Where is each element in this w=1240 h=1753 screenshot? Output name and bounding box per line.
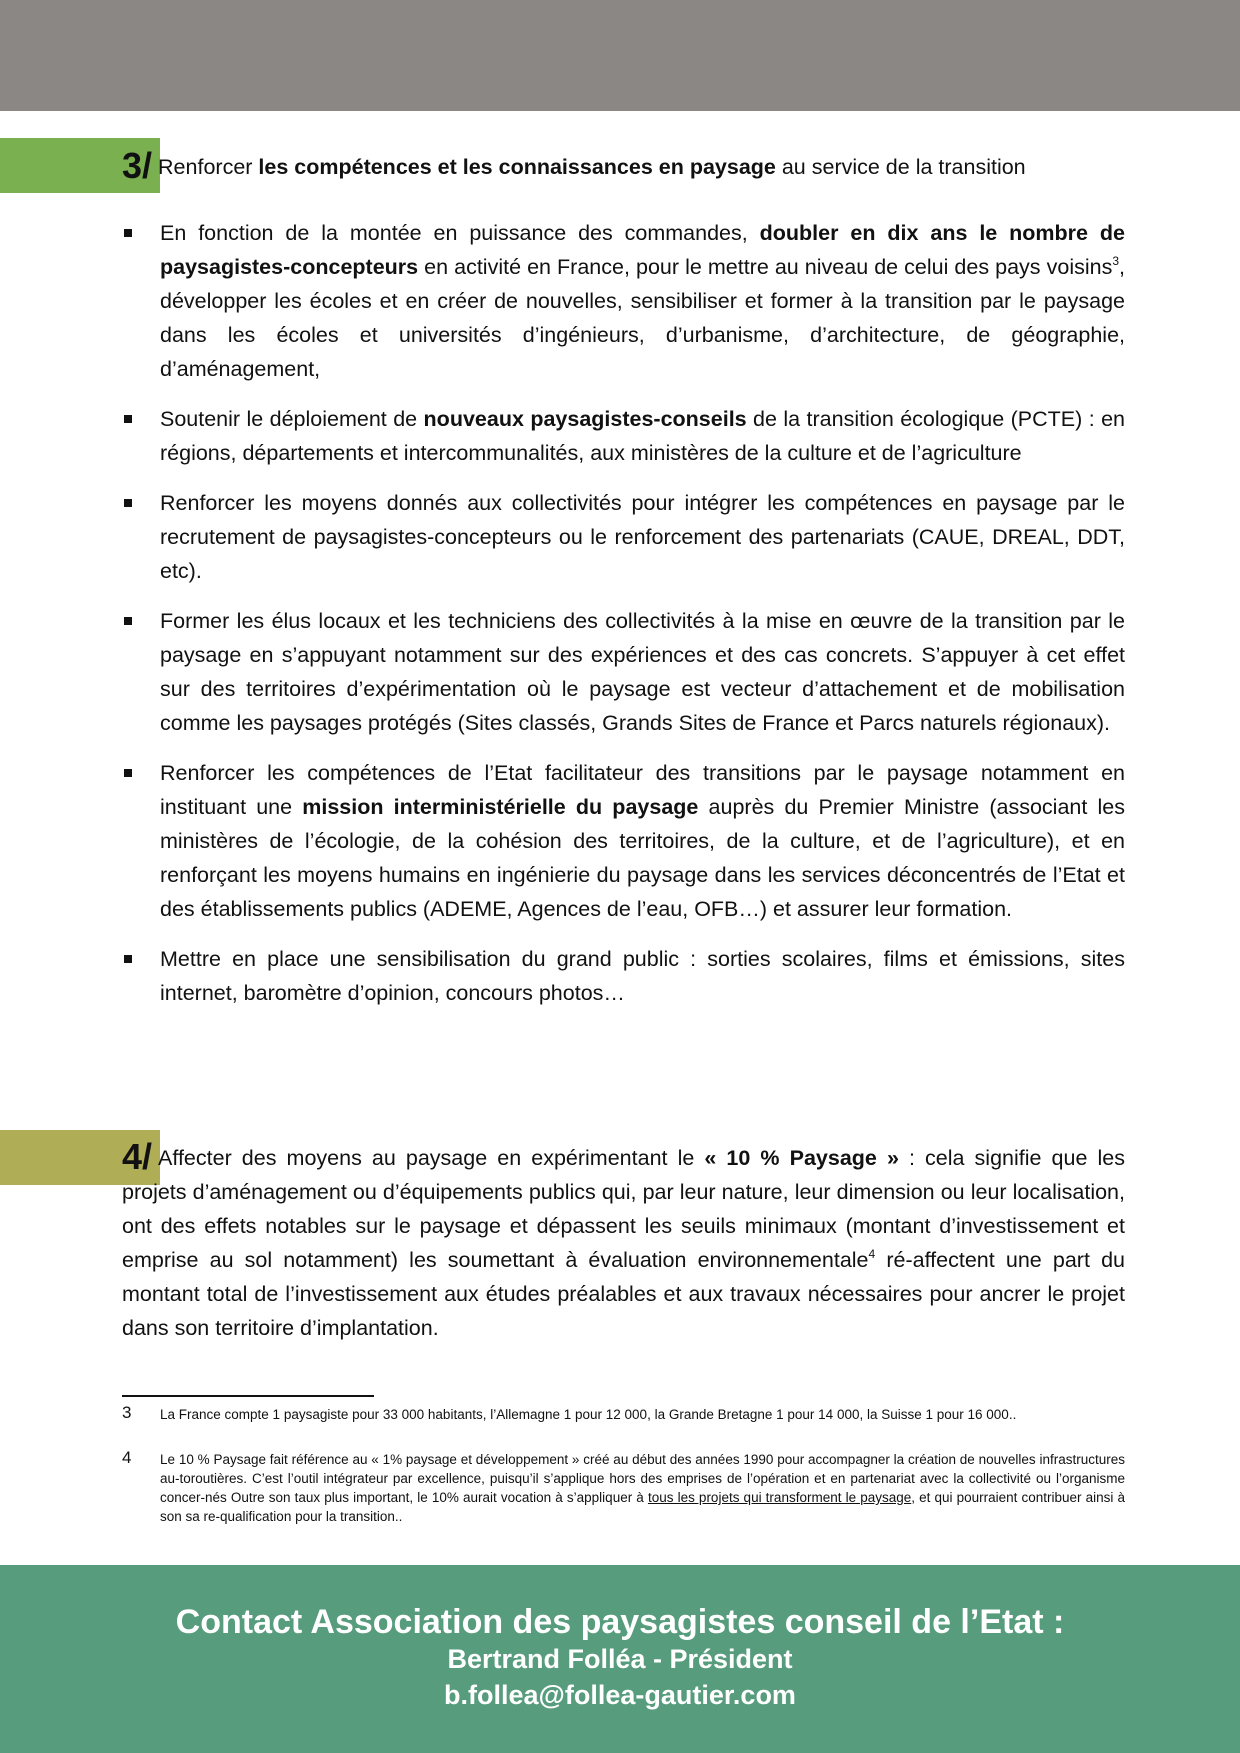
footnote-ref-4[interactable]: 4 xyxy=(868,1247,876,1261)
footnote-text-pre: Le 10 % Paysage fait référence au « 1% paysage et développement » créé au début des années 1990 pour accompagner la création de nouvelles infrastructures au-toroutières. C’est l’outil intégrateur par excellence, puisqu’il s’applique hors des emprises de l’opération et en partenariat avec la collectivité ou l’organisme concer-nés Outre son taux plus important, le 10% aurait vocation à s’appliquer à xyxy=(160,1452,1125,1505)
section-4-text: : cela signifie que les projets d’aménagement ou d’équipements publics qui, par leur nature, leur dimension ou leur localisation, ont des effets notables sur le paysage et dépassent les seuils minimaux (montant d’investissement et emprise au sol notamment) les soumettant à évaluation environnementale xyxy=(122,1146,1125,1272)
footnote-text: La France compte 1 paysagiste pour 33 000 habitants, l’Allemagne 1 pour 12 000, la Grande Bretagne 1 pour 14 000, la Suisse 1 pour 16 000.. xyxy=(160,1407,1017,1422)
bullet-icon xyxy=(124,415,132,423)
section-3-heading-post: au service de la transition xyxy=(775,155,1026,179)
item-text: Former les élus locaux et les techniciens des collectivités à la mise en œuvre de la transition par le paysage en s’appuyant notamment sur des expériences et des cas concrets. S’appuyer à cet effet sur des territoires d’expérimentation où le paysage est vecteur d’attachement et de mobilisation comme les paysages protégés (Sites classés, Grands Sites de France et Parcs naturels régionaux). xyxy=(160,609,1125,735)
list-item xyxy=(122,942,1125,1010)
section-4-text: Affecter des moyens au paysage en expérimentant le xyxy=(158,1146,705,1170)
list-item xyxy=(122,486,1125,588)
footnote-ref-3[interactable]: 3 xyxy=(1112,254,1120,268)
list-item xyxy=(122,604,1125,740)
footnote-underlined: tous les projets qui transforment le paysage xyxy=(647,1490,912,1505)
list-item xyxy=(122,756,1125,926)
bullet-icon xyxy=(124,229,132,237)
footnote-divider xyxy=(122,1395,374,1397)
footnote-text-post: , et qui pourraient contribuer ainsi à son sa re-qualification pour la transition.. xyxy=(160,1490,1126,1524)
bullet-icon xyxy=(124,955,132,963)
section-4-bold: « 10 % Paysage » xyxy=(704,1146,899,1170)
section-4-number: 4/ xyxy=(122,1136,153,1177)
item-text: en activité en France, pour le mettre au niveau de celui des pays voisins xyxy=(418,255,1113,279)
bullet-icon xyxy=(124,617,132,625)
footer-contact-name: Bertrand Folléa - Président xyxy=(447,1644,793,1674)
item-text: Renforcer les compétences de l’Etat facilitateur des transitions par le paysage notamment en instituant une xyxy=(160,761,1125,819)
footer-title: Contact Association des paysagistes conseil de l’Etat : xyxy=(175,1603,1065,1641)
contact-footer xyxy=(0,1565,1240,1753)
footnote-4 xyxy=(122,1450,1125,1526)
item-text: , développer les écoles et en créer de nouvelles, sensibiliser et former à la transition par le paysage dans les écoles et universités d’ingénieurs, d’urbanisme, d’architecture, de géographie, d’aménagement, xyxy=(160,255,1125,381)
item-text: Soutenir le déploiement de xyxy=(160,407,424,431)
item-text: auprès du Premier Ministre (associant les ministères de l’écologie, de la cohésion des territoires, de la culture, et de l’agriculture), et en renforçant les moyens humains en ingénierie du paysage dans les services déconcentrés de l’Etat et des établissements publics (ADEME, Agences de l’eau, OFB…) et assurer leur formation. xyxy=(160,795,1125,921)
footnote-number: 3 xyxy=(122,1403,132,1422)
section-3-list xyxy=(122,216,1125,1026)
footnote-text xyxy=(160,1450,1125,1526)
footnote-3 xyxy=(122,1405,1125,1424)
item-text: Renforcer les moyens donnés aux collectivités pour intégrer les compétences en paysage par le recrutement de paysagistes-concepteurs ou le renforcement des partenariats (CAUE, DREAL, DDT, etc). xyxy=(160,491,1125,583)
section-4-paragraph xyxy=(122,1136,1125,1345)
section-4-text: ré-affectent une part du montant total de l’investissement aux études préalables et aux travaux nécessaires pour ancrer le projet dans son territoire d’implantation. xyxy=(122,1248,1125,1340)
bullet-icon xyxy=(124,499,132,507)
list-item xyxy=(122,402,1125,470)
footnote-number: 4 xyxy=(122,1448,132,1467)
item-bold: doubler en dix ans le nombre de paysagistes-concepteurs xyxy=(160,221,1125,279)
item-bold: nouveaux paysagistes-conseils xyxy=(423,407,747,431)
section-3-heading-bold: les compétences et les connaissances en paysage xyxy=(258,155,776,179)
footer-email-link[interactable]: b.follea@follea-gautier.com xyxy=(444,1680,796,1710)
section-3-heading-pre: Renforcer xyxy=(158,155,259,179)
section-3-number: 3/ xyxy=(122,145,153,186)
item-text: En fonction de la montée en puissance des commandes, xyxy=(160,221,760,245)
header-band xyxy=(0,0,1240,111)
list-item xyxy=(122,216,1125,386)
bullet-icon xyxy=(124,769,132,777)
section-3-heading xyxy=(122,146,1127,187)
item-text: Mettre en place une sensibilisation du grand public : sorties scolaires, films et émissions, sites internet, baromètre d’opinion, concours photos… xyxy=(160,947,1125,1005)
item-text: de la transition écologique (PCTE) : en régions, départements et intercommunalités, aux ministères de la culture et de l’agriculture xyxy=(160,407,1126,465)
item-bold: mission interministérielle du paysage xyxy=(302,795,699,819)
